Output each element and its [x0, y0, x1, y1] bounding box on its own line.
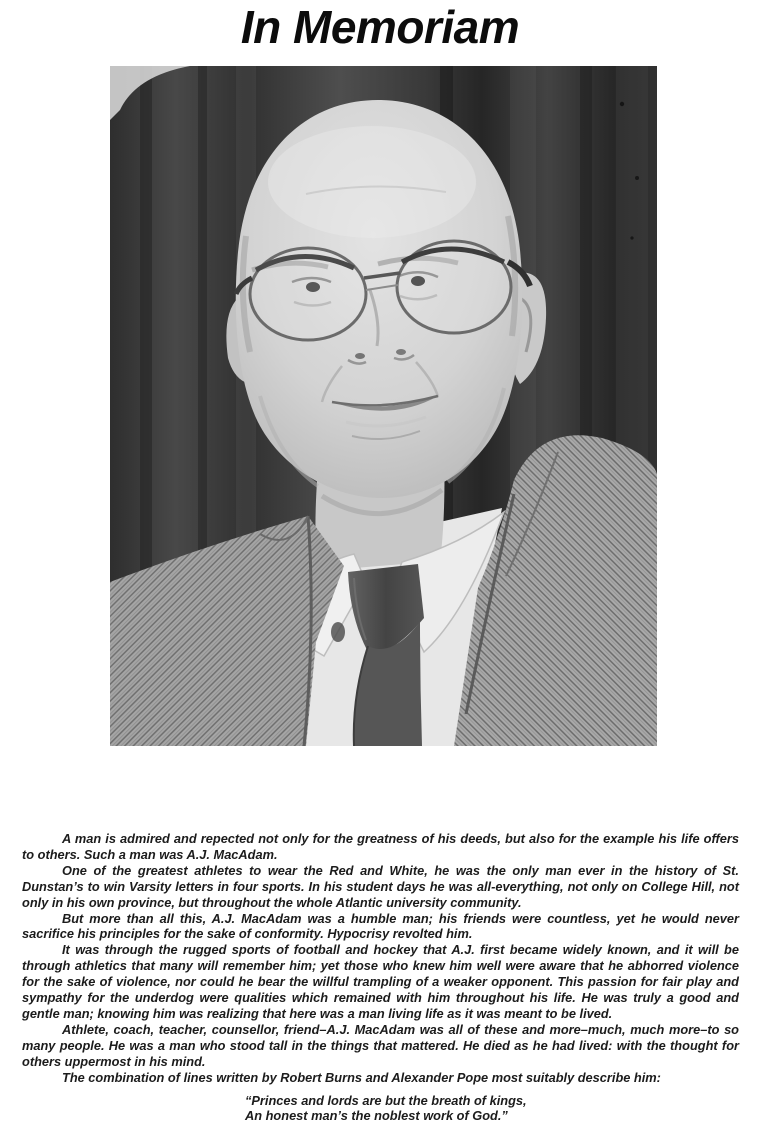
portrait-photo-image: [110, 66, 657, 746]
memorial-paragraph-4: It was through the rugged sports of football and hockey that A.J. first became widely known, and it will be through athletics that many will remember him; yet those who knew him well were aware that he abhorred violence for the sake of violence, nor could he bear the willful trampling of a weaker opponent. This passion for fair play and sympathy for the underdog were qualities which remained with him throughout his life. He was truly a good and gentle man; knowing him was realizing that here was a man living life as it was meant to be lived.: [22, 942, 739, 1021]
memorial-paragraph-5: Athlete, coach, teacher, counsellor, friend–A.J. MacAdam was all of these and more–much, much more–to so many people. He was a man who stood tall in the things that mattered. He died as he had lived: with the thought for others uppermost in his mind.: [22, 1021, 739, 1069]
portrait-photo: [110, 66, 657, 746]
page-title: In Memoriam: [240, 1, 520, 53]
memorial-text: [22, 831, 739, 1124]
quote-line-1: “Princes and lords are but the breath of kings,: [245, 1092, 527, 1108]
memorial-paragraph-3: But more than all this, A.J. MacAdam was a humble man; his friends were countless, yet he would never sacrifice his principles for the sake of conformity. Hypocrisy revolted him.: [22, 910, 739, 942]
memorial-paragraph-1: A man is admired and repected not only for the greatness of his deeds, but also for the example his life offers to others. Such a man was A.J. MacAdam.: [22, 831, 739, 862]
memorial-quote: [245, 1093, 739, 1125]
memorial-paragraph-2: One of the greatest athletes to wear the Red and White, he was the only man ever in the history of St. Dunstan’s to win Varsity letters in four sports. In his student days he was all-everything, not only on College Hill, not only in his own province, but throughout the whole Atlantic university community.: [22, 862, 739, 910]
quote-line-2: An honest man’s the noblest work of God.”: [245, 1108, 508, 1124]
memorial-paragraph-6: The combination of lines written by Robert Burns and Alexander Pope most suitably describe him:: [62, 1069, 661, 1085]
